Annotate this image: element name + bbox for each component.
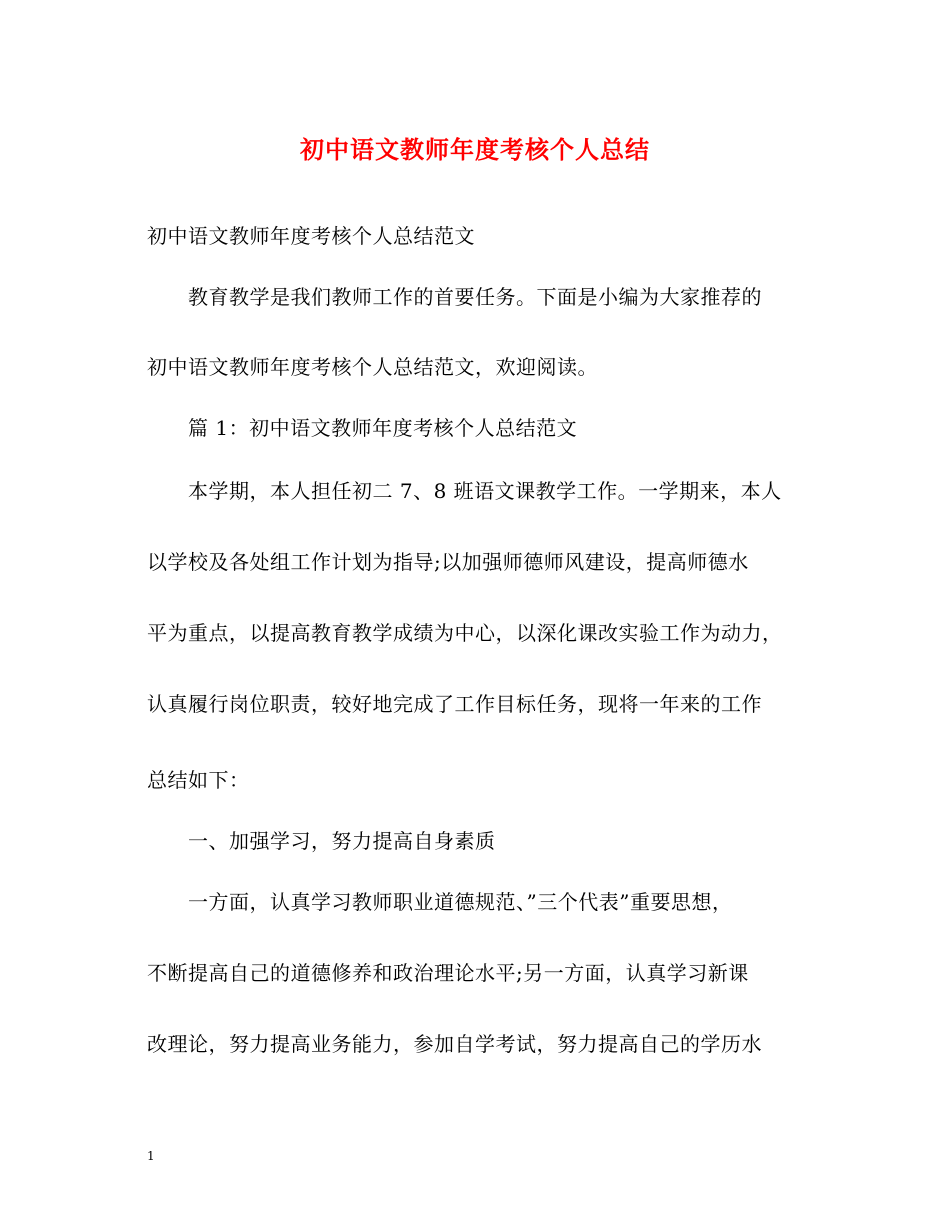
section-heading: 一、加强学习，努力提高自身素质 — [188, 829, 496, 853]
paragraph-line: 平为重点，以提高教育教学成绩为中心，以深化课改实验工作为动力， — [147, 621, 783, 645]
paragraph-line: 总结如下： — [147, 768, 250, 792]
paragraph-line: 本学期，本人担任初二 7、8 班语文课教学工作。一学期来，本人 — [188, 479, 782, 503]
page-number: 1 — [147, 1149, 155, 1163]
paragraph-line: 初中语文教师年度考核个人总结范文，欢迎阅读。 — [147, 355, 598, 379]
subtitle-line: 初中语文教师年度考核个人总结范文 — [147, 224, 475, 248]
paragraph-line: 以学校及各处组工作计划为指导;以加强师德师风建设，提高师德水 — [147, 550, 749, 574]
paragraph-line: 改理论，努力提高业务能力，参加自学考试，努力提高自己的学历水 — [147, 1032, 762, 1056]
paragraph-line: 认真履行岗位职责，较好地完成了工作目标任务，现将一年来的工作 — [147, 692, 762, 716]
paragraph-line: 教育教学是我们教师工作的首要任务。下面是小编为大家推荐的 — [188, 285, 762, 309]
section-heading: 篇 1：初中语文教师年度考核个人总结范文 — [188, 416, 578, 440]
document-title: 初中语文教师年度考核个人总结 — [300, 135, 650, 164]
paragraph-line: 不断提高自己的道德修养和政治理论水平;另一方面，认真学习新课 — [147, 961, 749, 985]
paragraph-line: 一方面，认真学习教师职业道德规范、”三个代表”重要思想， — [188, 890, 733, 914]
